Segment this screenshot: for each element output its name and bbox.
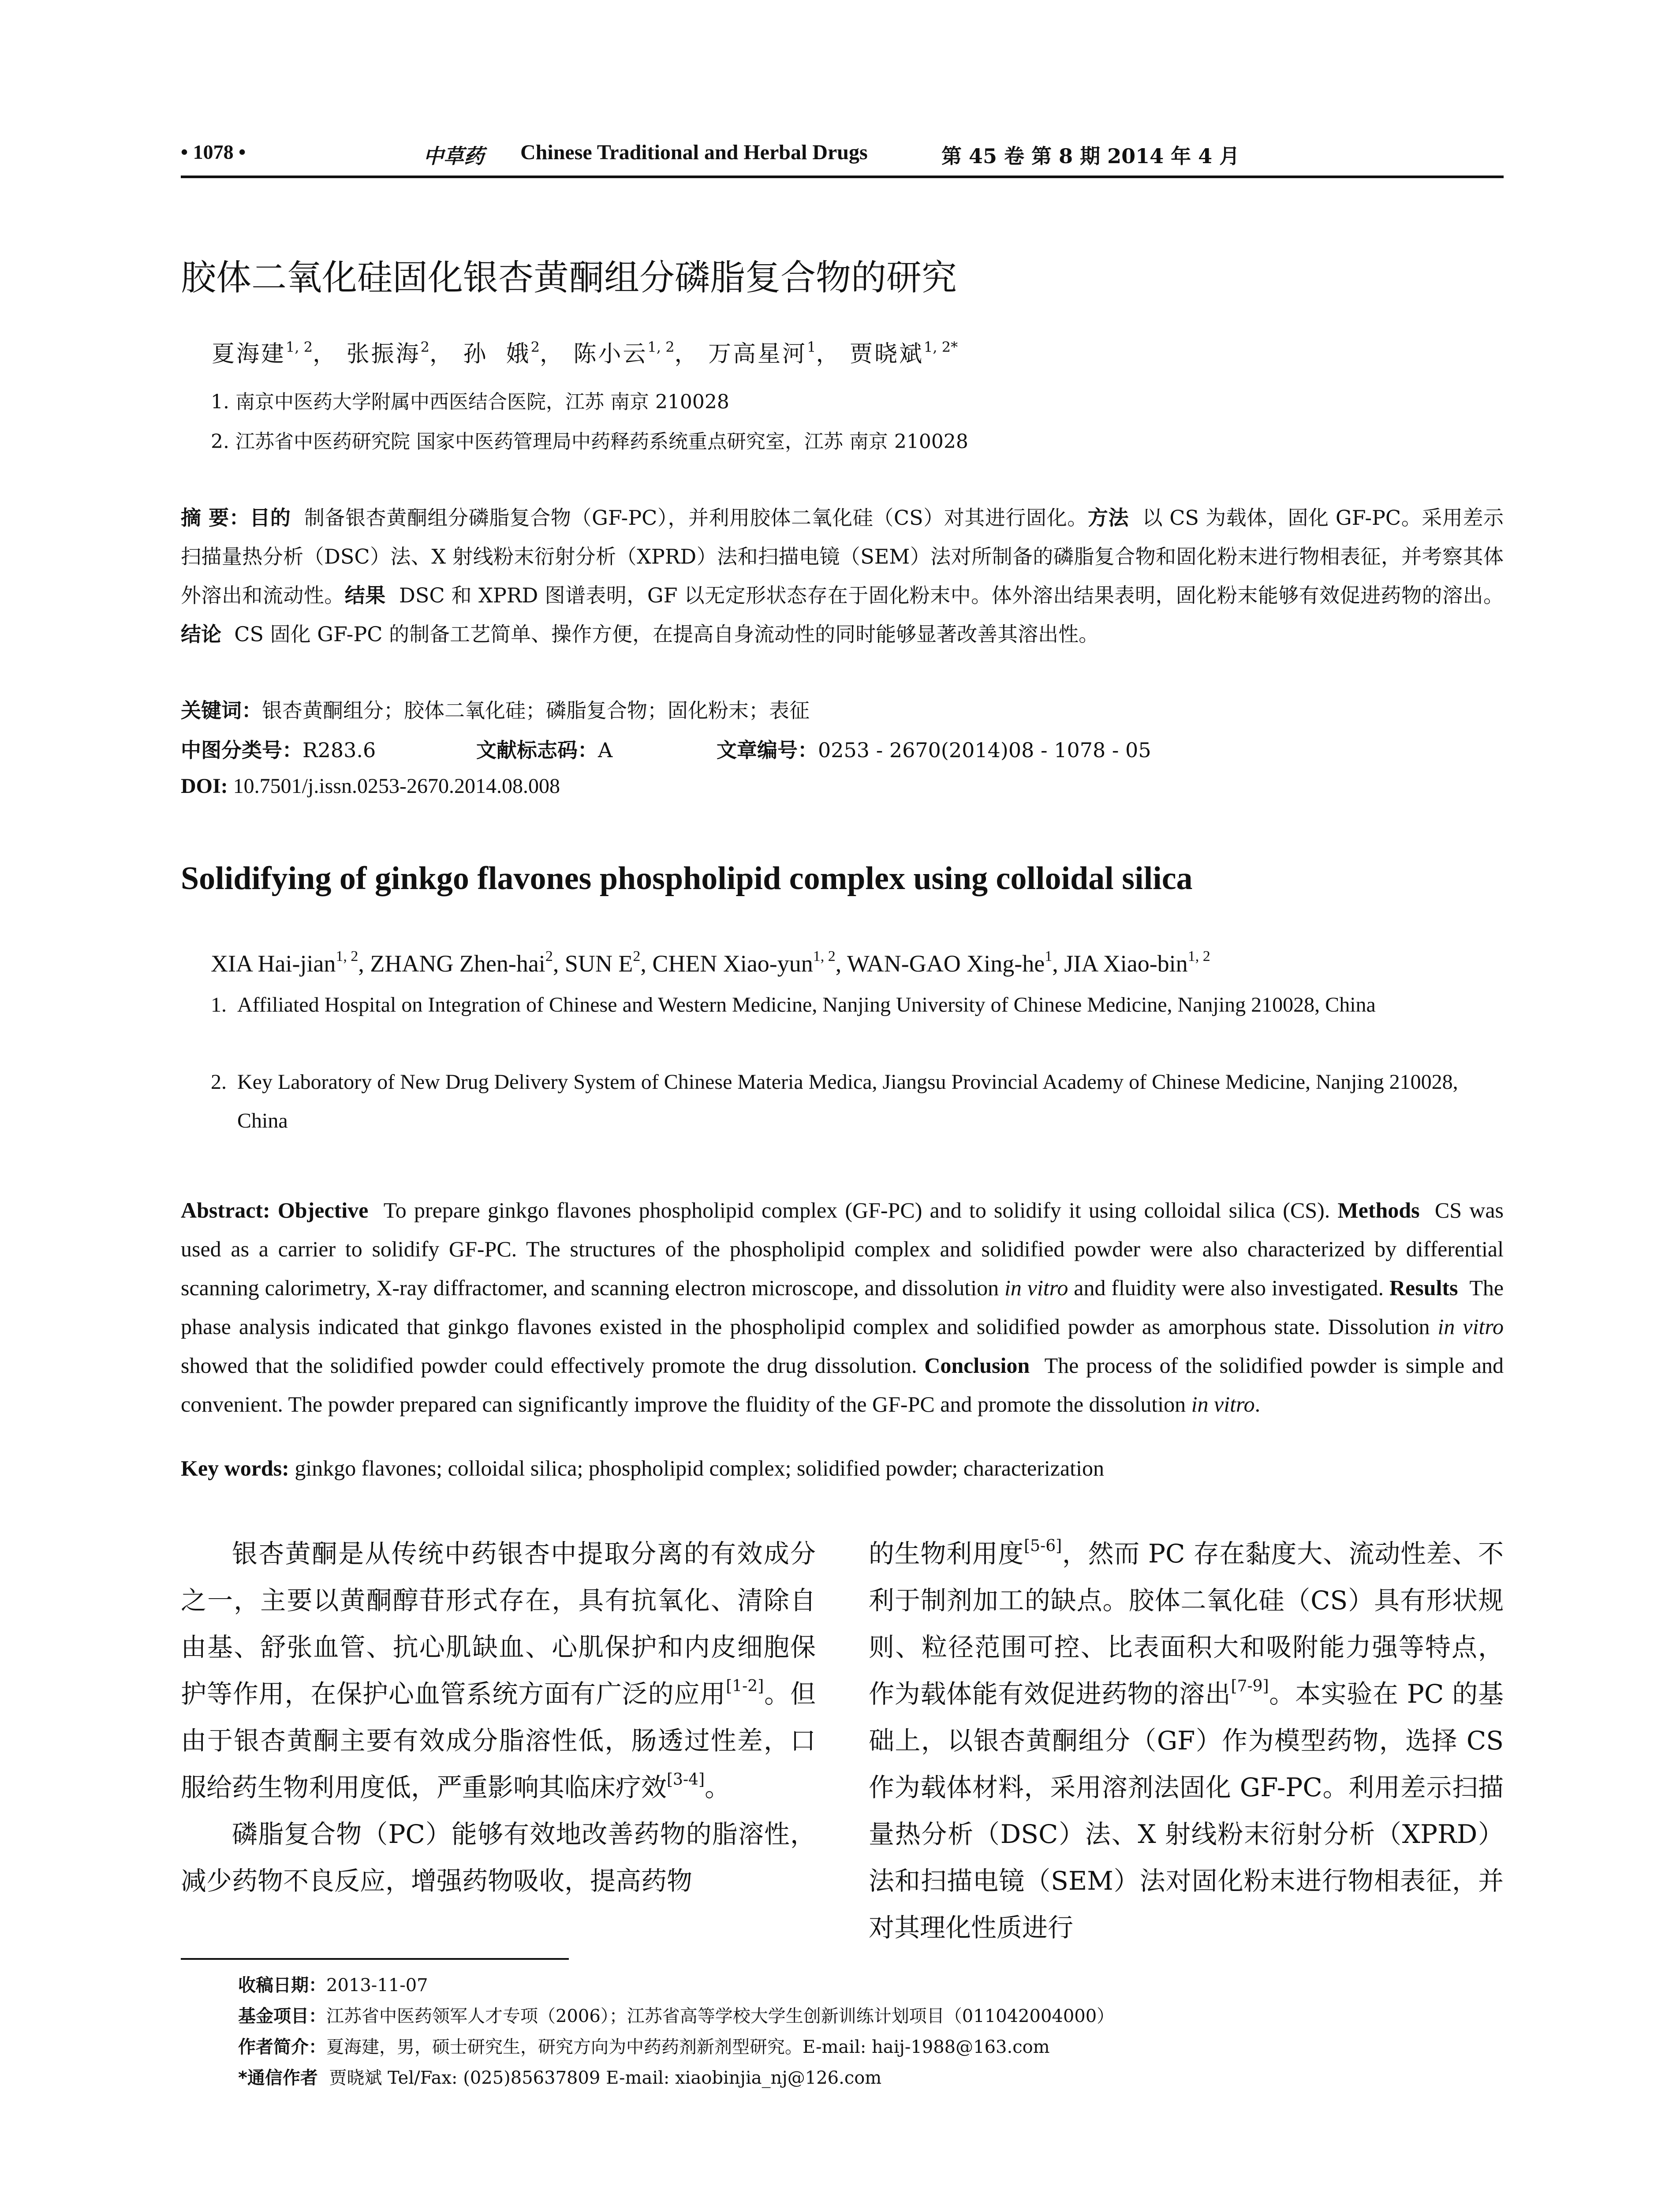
author-cn: 张振海 — [346, 341, 421, 367]
conclusion-label: 结论 — [181, 622, 221, 646]
results-text: DSC 和 XPRD 图谱表明，GF 以无定形状态存在于固化粉末中。体外溶出结果表明，固化粉末能够有效促进药物的溶出。 — [399, 583, 1504, 607]
author-sup: 1, 2 — [647, 339, 675, 355]
methods-en-text-end: and fluidity were also investigated. — [1074, 1275, 1384, 1300]
methods-en-text: CS was used as a carrier to solidify GF-PC. The structures of the phospholipid complex and solidified powder were also characterized by differential scanning calorimetry, X-ray diffractomer, and scanning electron microscope, and dissolution — [181, 1198, 1504, 1300]
affiliation-text: Key Laboratory of New Drug Delivery System of Chinese Materia Medica, Jiangsu Provincial Academy of Chinese Medicine, Nanjing 210028, China — [237, 1070, 1458, 1132]
author-cn: 贾晓斌 — [849, 341, 924, 367]
conclusion-text: CS 固化 GF-PC 的制备工艺简单、操作方便，在提高自身流动性的同时能够显著改善其溶出性。 — [234, 622, 1099, 646]
methods-text: 以 CS 为载体，固化 GF-PC。采用差示扫描量热分析（DSC）法、X 射线粉末衍射分析（XPRD）法和扫描电镜（SEM）法对所制备的磷脂复合物和固化粉末进行物相表征，并考察其体外溶出和流动性。 — [181, 506, 1504, 607]
author-cn: 陈小云 — [573, 341, 648, 367]
objective-en-text: To prepare ginkgo flavones phospholipid complex (GF-PC) and to solidify it using colloidal silica (CS). — [383, 1198, 1330, 1222]
citation[interactable]: [1-2] — [726, 1677, 764, 1695]
author-sup: 1, 2* — [924, 339, 958, 355]
affiliation-number: 1. — [211, 993, 227, 1017]
author-en: XIA Hai-jian — [211, 950, 336, 977]
corresponding-text: 贾晓斌 Tel/Fax: (025)85637809 E-mail: xiaobinjia_nj@126.com — [329, 2068, 882, 2088]
fund-text: 江苏省中医药领军人才专项（2006）；江苏省高等学校大学生创新训练计划项目（011042004000） — [326, 2006, 1115, 2026]
author-sup: 1, 2 — [286, 339, 313, 355]
author-cn: 夏海建 — [212, 341, 286, 367]
author-sup: 2 — [420, 339, 429, 355]
footnote-fund — [238, 2002, 1114, 2027]
journal-name-en: Chinese Traditional and Herbal Drugs — [520, 141, 868, 164]
keywords-en — [181, 1455, 1104, 1481]
received-label: 收稿日期： — [238, 1975, 326, 1996]
author-en: SUN E — [564, 950, 633, 977]
journal-name-cn: 中草药 — [423, 144, 484, 168]
abstract-en — [181, 1191, 1504, 1424]
author-sup: 1, 2 — [813, 948, 836, 964]
body-paragraph — [869, 1530, 1504, 1951]
body-column-left — [181, 1530, 816, 1904]
abstract-cn-label: 摘 要： — [181, 506, 250, 530]
keywords-en-text: ginkgo flavones; colloidal silica; phospholipid complex; solidified powder; characterization — [295, 1456, 1104, 1480]
author-en: WAN-GAO Xing-he — [847, 950, 1045, 977]
affiliation-cn-1: 1. 南京中医药大学附属中西医结合医院，江苏 南京 210028 — [211, 391, 729, 413]
body-text: 银杏黄酮是从传统中药银杏中提取分离的有效成分之一，主要以黄酮醇苷形式存在，具有抗氧化、清除自由基、舒张血管、抗心肌缺血、心肌保护和内皮细胞保护等作用，在保护心血管系统方面有广泛的应用 — [181, 1539, 816, 1709]
body-text: ，然而 PC 存在黏度大、流动性差、不利于制剂加工的缺点。胶体二氧化硅（CS）具有形状规则、粒径范围可控、比表面积大和吸附能力强等特点，作为载体能有效促进药物的溶出 — [869, 1539, 1504, 1709]
doc-code-value: A — [598, 738, 613, 762]
article-no-item — [717, 734, 1151, 763]
abstract-cn — [181, 498, 1504, 654]
author-cn: 孙 娥 — [463, 341, 531, 367]
body-text: 。但由于银杏黄酮主要有效成分脂溶性低，肠透过性差，口服给药生物利用度低，严重影响其临床疗效 — [181, 1679, 816, 1802]
keywords-en-label: Key words: — [181, 1456, 289, 1480]
objective-label: 目的 — [250, 506, 291, 530]
body-text: 的生物利用度 — [869, 1539, 1024, 1569]
authors-cn: 夏海建$^{1, 2}$， 张振海$^2$， 孙 娥$^2$， 陈小云$^{1, 2}$， 万高星河$^1$， 贾晓斌$^{1, 2*}$ — [212, 339, 958, 367]
doi-link[interactable]: 10.7501/j.issn.0253-2670.2014.08.008 — [233, 774, 560, 798]
classification-line — [181, 734, 1504, 761]
title-cn: 胶体二氧化硅固化银杏黄酮组分磷脂复合物的研究 — [181, 257, 957, 298]
author-sup: 1 — [1045, 948, 1053, 964]
body-text: 。 — [705, 1772, 731, 1802]
body-paragraph — [181, 1530, 816, 1811]
page-number: • 1078 • — [181, 141, 246, 163]
objective-en-label: Objective — [277, 1198, 369, 1222]
author-text: 夏海建，男，硕士研究生，研究方向为中药药剂新剂型研究。E-mail: haij-1988@163.com — [326, 2037, 1050, 2057]
body-paragraph: 磷脂复合物（PC）能够有效地改善药物的脂溶性，减少药物不良反应，增强药物吸收，提高药物 — [181, 1819, 816, 1896]
affiliation-en-2 — [211, 1063, 1504, 1140]
keywords-cn — [181, 695, 810, 724]
author-sup: 2 — [633, 948, 641, 964]
doc-code-label: 文献标志码： — [476, 738, 598, 762]
citation[interactable]: [3-4] — [667, 1771, 705, 1789]
doi-label: DOI: — [181, 774, 228, 798]
methods-en-label: Methods — [1337, 1198, 1420, 1222]
results-en-label: Results — [1389, 1275, 1458, 1300]
footnote-rule — [181, 1958, 569, 1960]
methods-label: 方法 — [1087, 506, 1129, 530]
footnote-corresponding — [238, 2064, 881, 2089]
in-vitro-term: in vitro — [1004, 1275, 1068, 1300]
article-no-value: 0253 - 2670(2014)08 - 1078 - 05 — [818, 738, 1151, 762]
author-en: JIA Xiao-bin — [1064, 950, 1188, 977]
affiliation-en-1 — [211, 986, 1504, 1024]
conclusion-end: . — [1254, 1392, 1261, 1416]
body-text: 。本实验在 PC 的基础上，以银杏黄酮组分（GF）作为模型药物，选择 CS 作为载体材料，采用溶剂法固化 GF-PC。利用差示扫描量热分析（DSC）法、X 射线粉末衍射分析（XPRD）法和扫描电镜（SEM）法对固化粉末进行物相表征，并对其理化性质进行 — [869, 1679, 1504, 1943]
clc-label: 中图分类号： — [181, 738, 302, 762]
clc-value: R283.6 — [302, 738, 376, 762]
author-cn: 万高星河 — [708, 341, 807, 367]
conclusion-en-label: Conclusion — [924, 1353, 1030, 1378]
in-vitro-term: in vitro — [1437, 1314, 1504, 1339]
conclusion-en-text: The process of the solidified powder is simple and convenient. The powder prepared can significantly improve the fluidity of the GF-PC and promote the dissolution — [181, 1353, 1504, 1416]
body-column-right — [869, 1530, 1504, 1951]
header-rule — [181, 176, 1504, 178]
running-header — [181, 140, 1504, 176]
author-sup: 1, 2 — [336, 948, 358, 964]
received-date: 2013-11-07 — [326, 1975, 428, 1996]
author-label: 作者简介： — [238, 2037, 326, 2057]
author-en: ZHANG Zhen-hai — [370, 950, 545, 977]
title-en: Solidifying of ginkgo flavones phospholipid complex using colloidal silica — [181, 860, 1193, 897]
abstract-en-label: Abstract: — [181, 1198, 270, 1222]
affiliation-cn-2: 2. 江苏省中医药研究院 国家中医药管理局中药释药系统重点研究室，江苏 南京 210028 — [211, 430, 968, 453]
results-label: 结果 — [344, 583, 386, 607]
footnote-received — [238, 1971, 428, 1996]
issue-info: 第 45 卷 第 8 期 2014 年 4 月 — [941, 144, 1240, 168]
author-sup: 1, 2 — [1187, 948, 1210, 964]
author-sup: 1 — [807, 339, 816, 355]
authors-en: XIA Hai-jian$^{1, 2}$, ZHANG Zhen-hai$^2$, SUN $E^2$, CHEN Xiao-yun$^{1, 2}$, WAN-GAO Xing-$he^1$, JIA Xiao-bin$^{1, 2}$ — [211, 948, 1210, 977]
doc-code-item — [476, 734, 612, 763]
fund-label: 基金项目： — [238, 2006, 326, 2026]
citation[interactable]: [5-6] — [1024, 1537, 1062, 1555]
affiliation-text: Affiliated Hospital on Integration of Chinese and Western Medicine, Nanjing University of Chinese Medicine, Nanjing 210028, China — [237, 993, 1376, 1017]
keywords-cn-text: 银杏黄酮组分；胶体二氧化硅；磷脂复合物；固化粉末；表征 — [262, 699, 810, 722]
in-vitro-term: in vitro — [1191, 1392, 1255, 1416]
author-sup: 2 — [530, 339, 540, 355]
objective-text: 制备银杏黄酮组分磷脂复合物（GF-PC），并利用胶体二氧化硅（CS）对其进行固化。 — [304, 506, 1088, 530]
footnote-author — [238, 2033, 1050, 2058]
corresponding-label: *通信作者 — [238, 2068, 318, 2088]
results-en-text-end: showed that the solidified powder could effectively promote the drug dissolution. — [181, 1353, 917, 1378]
author-en: CHEN Xiao-yun — [652, 950, 813, 977]
citation[interactable]: [7-9] — [1231, 1677, 1269, 1695]
doi-line — [181, 774, 560, 798]
article-no-label: 文章编号： — [717, 738, 818, 762]
author-sup: 2 — [545, 948, 553, 964]
affiliation-number: 2. — [211, 1070, 227, 1094]
clc-item — [181, 734, 376, 763]
results-en-text: The phase analysis indicated that ginkgo flavones existed in the phospholipid complex and solidified powder as amorphous state. Dissolution — [181, 1275, 1504, 1339]
keywords-cn-label: 关键词： — [181, 699, 262, 722]
